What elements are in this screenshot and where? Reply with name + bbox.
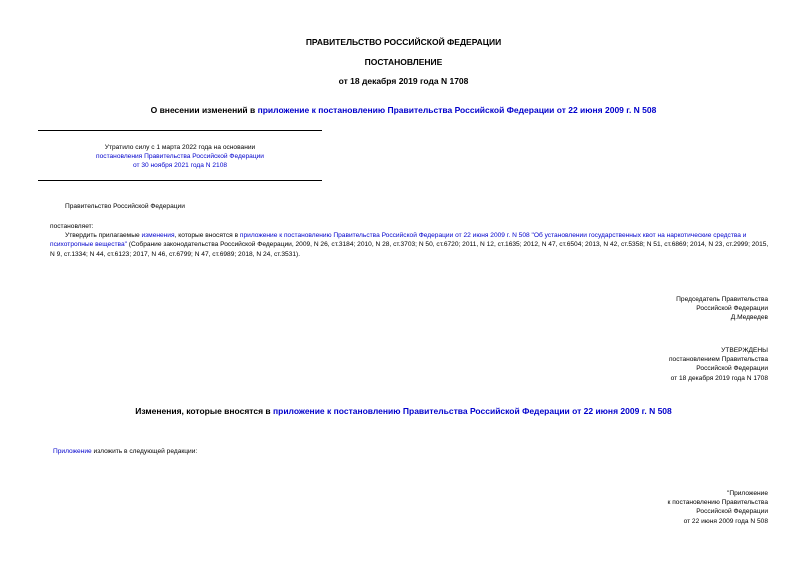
appendix-header-line-4: от 22 июня 2009 года N 508 — [683, 517, 768, 525]
signature-line-2: Российской Федерации — [696, 305, 768, 313]
p1-text-b: , которые вносятся в — [174, 232, 240, 239]
status-note — [38, 143, 322, 171]
appendix-header-line-2: к постановлению Правительства — [667, 499, 768, 507]
body-paragraph — [50, 231, 772, 259]
approved-line-1: УТВЕРЖДЕНЫ — [721, 347, 768, 354]
title-prefix: О внесении изменений в — [150, 105, 258, 115]
body-decides: постановляет: — [50, 223, 94, 230]
changes-title-prefix: Изменения, которые вносятся в — [135, 406, 273, 416]
document-date-number: от 18 декабря 2019 года N 1708 — [338, 76, 469, 86]
signature-block — [676, 295, 768, 323]
title-link[interactable]: приложение к постановлению Правительства Российской Федерации от 22 июня 2009 г. N 508 — [257, 105, 657, 115]
p1-text-c: (Собрание законодательства Российской Федерации, 2009, N 26, ст.3184; 2010, N 28, ст.3703; N 50, ст.6720; 2011, N 12, ст.1635; 2012, N 47, ст.6504; 2013, N 42, ст.5358; N 51, ст.6869; 2014, N 23, ст.2999; 2015, N 9, ст.1334; N 44, ст.6123; 2017, N 46, ст.6799; N 47, ст.6989; 2018, N 24, ст.3531). — [50, 241, 769, 258]
changes-title — [0, 406, 807, 416]
government-heading: ПРАВИТЕЛЬСТВО РОССИЙСКОЙ ФЕДЕРАЦИИ — [305, 37, 502, 47]
approved-line-3: Российской Федерации — [696, 365, 768, 373]
signature-line-3: Д.Медведев — [730, 314, 768, 322]
appendix-header-block — [668, 489, 769, 526]
appendix-header-line-1: "Приложение — [726, 490, 768, 497]
appendix-link[interactable]: Приложение — [53, 448, 92, 455]
appendix-508-link[interactable]: приложение к постановлению Правительства Российской Федерации от 22 июня 2009 г. N 508 "Об установлении государственных квот на наркотические средства и психотропные вещества" — [50, 232, 747, 249]
status-note-text: Утратило силу с 1 марта 2022 года на основании — [104, 144, 256, 151]
divider-top — [38, 130, 322, 131]
approved-line-2: постановлением Правительства — [668, 356, 768, 364]
document-type: ПОСТАНОВЛЕНИЕ — [364, 57, 443, 67]
approved-line-4: от 18 декабря 2019 года N 1708 — [670, 374, 768, 382]
document-title — [0, 105, 807, 115]
appendix-paragraph-text: изложить в следующей редакции: — [91, 448, 198, 455]
body-intro: Правительство Российской Федерации — [65, 203, 185, 210]
changes-title-link[interactable]: приложение к постановлению Правительства Российской Федерации от 22 июня 2009 г. N 508 — [273, 406, 672, 416]
status-note-link-2[interactable]: от 30 ноября 2021 года N 2108 — [132, 162, 228, 170]
divider-bottom — [38, 180, 322, 181]
approved-block — [669, 346, 768, 383]
changes-link[interactable]: изменения — [141, 232, 175, 239]
p1-text-a: Утвердить прилагаемые — [65, 232, 142, 239]
appendix-header-line-3: Российской Федерации — [696, 508, 768, 516]
signature-line-1: Председатель Правительства — [676, 296, 768, 303]
appendix-paragraph — [53, 447, 197, 456]
status-note-link-1[interactable]: постановления Правительства Российской Федерации — [96, 153, 264, 161]
